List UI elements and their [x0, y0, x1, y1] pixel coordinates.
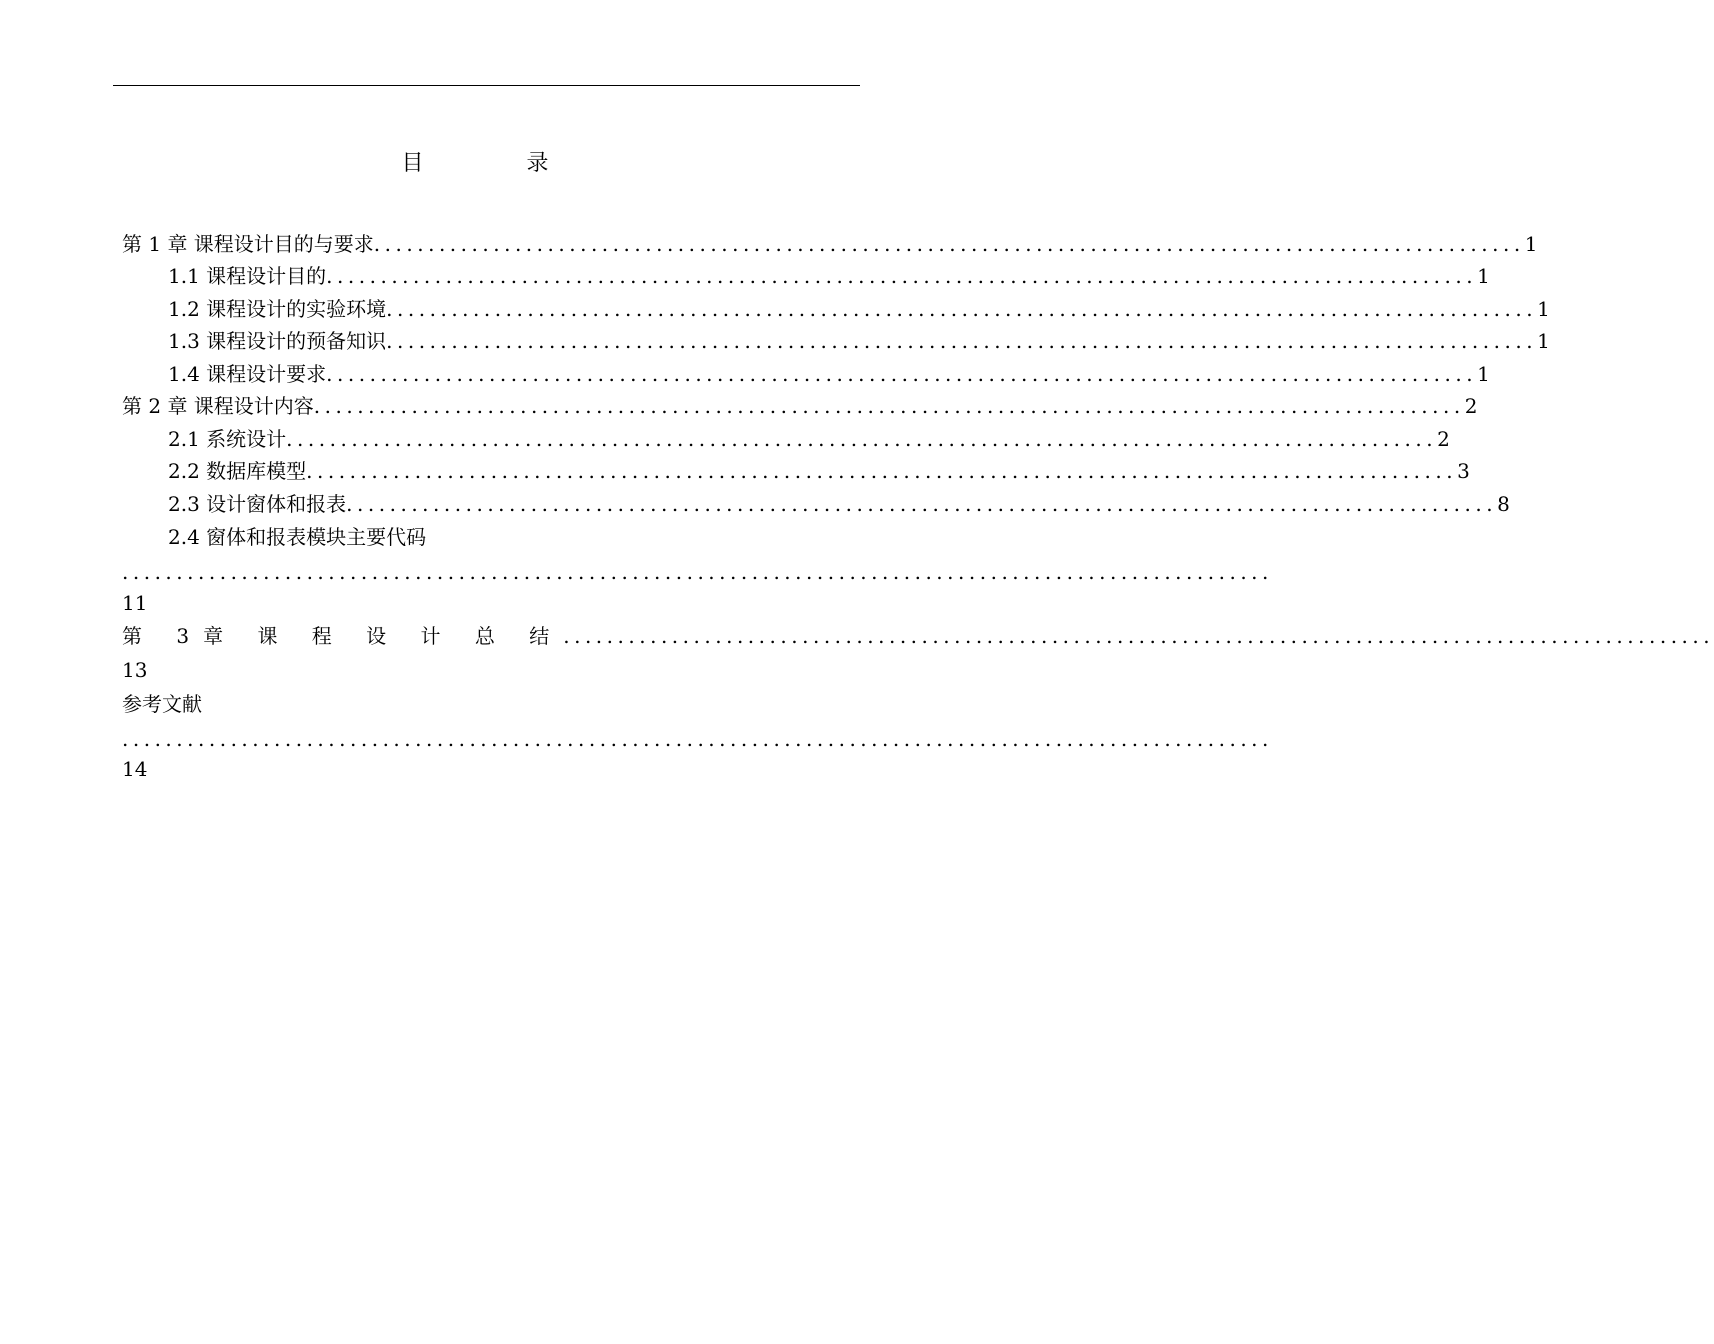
- toc-entry-chapter-2[interactable]: [122, 390, 1478, 422]
- toc-entry-1-3[interactable]: [168, 325, 1550, 357]
- toc-label: 2.1 系统设计: [168, 427, 287, 451]
- toc-leader: ..........................................................................................................: [386, 297, 1538, 321]
- toc-label: 1.2 课程设计的实验环境: [168, 297, 387, 321]
- toc-leader: ..........................................................................................................: [373, 232, 1525, 256]
- toc-leader: ..........................................................................................................: [286, 427, 1438, 451]
- toc-leader: ..........................................................................................................: [346, 492, 1498, 516]
- header-rule: [113, 85, 860, 86]
- toc-leader: ..........................................................................................................: [326, 362, 1478, 386]
- toc-page-number: 2: [1464, 394, 1478, 418]
- toc-page-number: 1: [1537, 329, 1550, 353]
- toc-entry-2-1[interactable]: [168, 423, 1450, 455]
- toc-leader: ..........................................................................................................: [122, 560, 1273, 584]
- toc-leader: ..........................................................................................................: [386, 329, 1538, 353]
- toc-page-number: 3: [1457, 459, 1470, 483]
- toc-page-number: 13: [122, 658, 148, 682]
- toc-entry-1-4[interactable]: [168, 358, 1490, 390]
- toc-label: 1.1 课程设计目的: [168, 264, 327, 288]
- toc-leader: ..........................................................................................................: [326, 264, 1478, 288]
- toc-entry-1-2[interactable]: [168, 293, 1550, 325]
- toc-entry-references[interactable]: 参考文献: [122, 692, 202, 716]
- toc-label: 2.3 设计窗体和报表: [168, 492, 347, 516]
- toc-entry-1-1[interactable]: [168, 260, 1490, 292]
- toc-page-number: 14: [122, 757, 148, 781]
- toc-label: 第 2 章 课程设计内容: [122, 394, 314, 418]
- toc-label: 1.4 课程设计要求: [168, 362, 327, 386]
- toc-entry-2-3[interactable]: [168, 488, 1510, 520]
- toc-leader: ..........................................................................................................: [313, 394, 1465, 418]
- toc-label: 第 1 章 课程设计目的与要求: [122, 232, 374, 256]
- toc-label: 2.2 数据库模型: [168, 459, 307, 483]
- toc-leader: ..........................................................................................................: [563, 624, 1714, 648]
- toc-page-number: 1: [1537, 297, 1550, 321]
- toc-leader: ..........................................................................................................: [306, 459, 1458, 483]
- toc-page-number: 2: [1437, 427, 1450, 451]
- toc-leader: ..........................................................................................................: [122, 727, 1273, 751]
- toc-page-number: 1: [1524, 232, 1538, 256]
- toc-entry-chapter-3[interactable]: [122, 620, 1714, 652]
- toc-label: 第 3章 课 程 设 计 总 结: [122, 624, 564, 648]
- toc-page-number: 1: [1477, 362, 1490, 386]
- toc-entry-2-4[interactable]: 2.4 窗体和报表模块主要代码: [168, 525, 427, 549]
- toc-entry-2-2[interactable]: [168, 455, 1470, 487]
- toc-page-number: 11: [122, 591, 148, 615]
- toc-label: 1.3 课程设计的预备知识: [168, 329, 387, 353]
- toc-page-number: 8: [1497, 492, 1510, 516]
- page-title: 目 录: [401, 151, 597, 176]
- toc-entry-chapter-1[interactable]: [122, 228, 1538, 260]
- toc-page-number: 1: [1477, 264, 1490, 288]
